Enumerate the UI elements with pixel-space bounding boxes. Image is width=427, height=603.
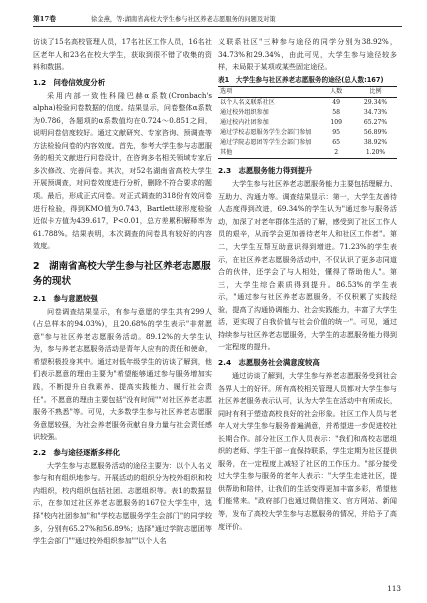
section-heading-2-3: 2.3 志愿服务能力得到提升: [218, 166, 313, 176]
right-column: [218, 36, 397, 533]
section-heading-2-4: 2.4 志愿服务社会满意度较高: [218, 357, 320, 367]
volume-label: 第17卷: [33, 15, 57, 23]
table-cell-count: 109: [330, 118, 342, 126]
table-cell-ratio: 38.92%: [363, 139, 388, 147]
table-header-row: [218, 86, 397, 97]
table-cell-ratio: 56.89%: [363, 129, 388, 137]
table-header-option: 选项: [218, 86, 318, 97]
table-cell-option: 其他: [218, 148, 318, 159]
paragraph-willingness: 问卷调查结果显示，有参与意愿的学生共有299人(占总样本的94.03%)，且20.68%的学生表示"非常愿意"参与社区养老志愿服务活动。89.12%的大学生认为，参与养老志愿服务活动是青年人应有的责任和使命，希望积极投身其中。通过对低年级学生的访谈了解到，他们表示愿意的理由主要为"希望能够通过参与服务增加实践，不断提升自我素养、提高实践能力、履行社会责任"。不愿意的理由主要包括"没有时间""对社区养老志愿服务不熟悉"等。可见，大多数学生参与社区养老志愿服务意愿较强，为社会养老服务贡献自身力量与社会责任感识较强。: [33, 306, 212, 442]
paragraph-channels: 大学生参与志愿服务活动的途径主要为：以个人名义参与和有组织地参与。开展活动的组织分为校外组织和校内组织，校内组织包括社团、志愿组织等。表1的数据显示，在参加过社区养老志愿服务的167位大学生中，选择"校内社团参加"和"学校志愿服务学生会部门"的同学较多，分别有65.27%和56.89%；选择"通过学院志愿团等学生会部门""通过校外组织参加""以个人名: [33, 460, 212, 546]
table-cell-option: 通过校内社团参加: [220, 118, 269, 126]
table-cell-count: 95: [332, 129, 341, 137]
table-cell-option: 通过学校志愿服务学生会部门参加: [220, 129, 312, 137]
table-header-ratio: 比例: [354, 86, 397, 97]
table-cell-option: 以个人名义联系社区: [220, 98, 275, 106]
table-header-count: 人数: [318, 86, 354, 97]
section-heading-2-1: 2.1 参与意愿较强: [33, 293, 98, 303]
paragraph-intro: 访谈了15名高校管理人员，17名社区工作人员，16名社区老年人和23名在校大学生，获取到很不错了收集的资料和数据。: [33, 37, 212, 72]
table-cell-count: 2: [318, 148, 354, 159]
running-title: 徐金燕，等:湖南省高校大学生参与社区养老志愿服务的问题及对策: [91, 16, 276, 23]
left-column: [33, 36, 212, 548]
table-row: [218, 118, 397, 128]
table-cell-count: 65: [332, 139, 341, 147]
table-row: [218, 148, 397, 159]
table-cell-option: 通过学院志愿团等学生会部门参加: [220, 139, 312, 147]
section-heading-1-2: 1.2 问卷信效度分析: [33, 77, 106, 87]
table-cell-count: 58: [332, 108, 341, 116]
table-cell-count: 49: [332, 98, 341, 106]
table-cell-option: 通过校外组织参加: [220, 108, 269, 116]
table-row: [218, 97, 397, 108]
table-row: [218, 108, 397, 118]
paragraph-satisfaction: 通过访谈了解到，大学生参与养老志愿服务受到社会各界人士的好评。所有高校相关管理人员都对大学生参与社区养老服务表示认可，认为大学生在活动中有所成长，同时有利于塑造高校良好的社会形象。社区工作人员与老年人对大学生参与服务普遍满意，并希望进一步促进校社长期合作。部分社区工作人员表示："我们和高校志愿组织的老师、学生干部一直保持联系，学生定期为社区提供服务，在一定程度上减轻了社区的工作压力。"部分接受过大学生参与服务的老年人表示："大学生走进社区，提供帮助和陪伴，让我们的生活变得更加丰富多彩，希望他们能常来。"政府部门也通过微信推文、官方网站、新闻等，发布了高校大学生参与志愿服务的情况，并给予了高度评价。: [218, 370, 397, 531]
section-heading-2-2: 2.2 参与途径逐渐多样化: [33, 447, 120, 457]
table-cell-ratio: 1.20%: [354, 148, 397, 159]
table-cell-ratio: 34.73%: [363, 108, 388, 116]
table-cell-ratio: 65.27%: [363, 118, 388, 126]
section-heading-2: 2 湖南省高校大学生参与社区养老志愿服务的现状: [33, 260, 211, 287]
running-header: [33, 13, 402, 27]
paragraph-table-text: 义联系社区"三种参与途径的同学分别为38.92%，34.73%和29.34%，由此可见，大学生参与途径较多样，未局限于某项或某些固定途径。: [218, 37, 397, 72]
table-cell-ratio: 29.34%: [363, 98, 388, 106]
table-caption: 表1 大学生参与社区养老志愿服务的途径(总人数:167): [218, 75, 384, 84]
page-number: 113: [387, 584, 401, 593]
table-row: [218, 138, 397, 148]
paragraph-reliability: 采用内部一致性科隆巴赫α系数(Cronbach's alpha)检验问卷数据的信度。结果显示，问卷整体α系数为0.786，各题项的α系数值均在0.724～0.851之间，说明问卷信度较好。通过文献研究、专家咨询、预调查等方法检验问卷的内容效度。首先，参考大学生参与志愿服务的相关文献进行问卷设计，在咨询多名相关领域专家后多次修改、完善问卷。其次，对52名湖南省高校大学生开展预调查，对问卷效度进行分析，删除不符合要求的题项。最后，形成正式问卷。对正式调查的318份有效问卷进行检验，得到KMO值为0.743，Bartlett球形度检验近似卡方值为439.617，P<0.01，总方差累积解释率为61.788%。结果表明，本次调查的问卷具有较好的内容效度。: [33, 90, 212, 251]
participation-channels-table: [218, 86, 397, 160]
paragraph-ability: 大学生参与社区养老志愿服务能力主要包括理解力、互助力、沟通力等。调查结果显示：第一，大学生友善待人态度得到改进，69.34%的学生认为"通过参与服务活动，加深了对老年群体生活的了解，感受到了社区工作人员的艰辛，从而学会更加善待老年人和社区工作者"。第二，大学生互帮互助意识得到增进。71.23%的学生表示，在社区养老志愿服务活动中，不仅认识了更多志同道合的伙伴，还学会了与人相处，懂得了帮助他人"。第三，大学生综合素质得到提升。86.53%的学生表示，"通过参与社区养老志愿服务，不仅积累了实践经验，提高了沟通协调能力、社会实践能力，丰富了大学生活，更实现了自我价值与社会价值的统一"。可见，通过持续参与社区养老志愿服务，大学生的志愿服务能力得到一定程度的提升。: [218, 179, 397, 352]
table-row: [218, 128, 397, 138]
